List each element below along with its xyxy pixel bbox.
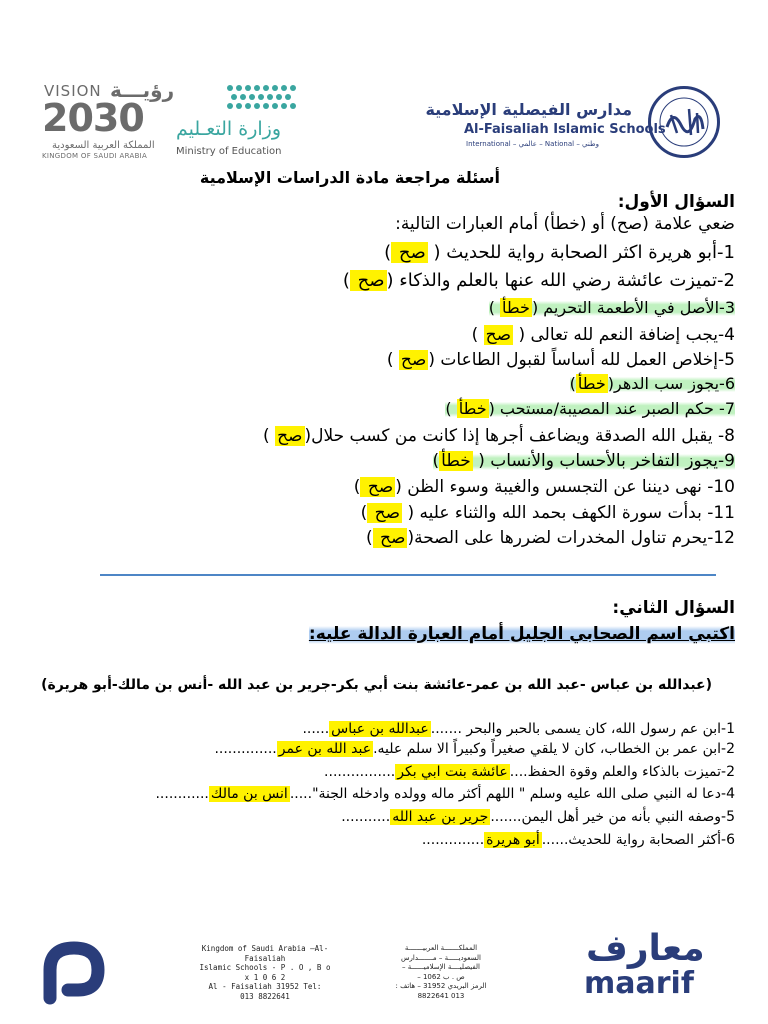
q2-item-text: 2-تميزت بالذكاء والعلم وقوة الحفظ.... [509, 764, 735, 780]
vision-logo-country-ar: المملكة العربية السعودية [52, 140, 155, 151]
footer-en-line: Al - Faisaliah 31952 Tel: [208, 982, 322, 991]
q1-item-close: ) [384, 242, 392, 263]
ministry-name-en: Ministry of Education [176, 146, 282, 157]
maarif-logo-en: maarif [584, 966, 694, 1001]
q1-item-text: 6-يجوز سب الدهر( [607, 374, 735, 393]
q2-heading: السؤال الثاني: [612, 598, 735, 618]
q1-item-answer: صح [351, 270, 385, 291]
q1-item-close: ) [471, 325, 484, 345]
q2-instruction: اكتبي اسم الصحابي الجليل أمام العبارة الدالة عليه: [308, 624, 735, 644]
q2-item-answer: عبدالله بن عباس [331, 721, 429, 737]
q1-heading: السؤال الأول: [617, 192, 735, 212]
q1-item-answer: خطأ [441, 451, 471, 471]
q1-item [384, 242, 735, 263]
q2-item-answer: أبو هريرة [486, 832, 540, 848]
q1-item [472, 325, 735, 345]
q2-item-text: 1-ابن عم رسول الله، كان يسمى بالحبر والبحر ....... [430, 721, 735, 737]
q2-item-dots: ................ [324, 764, 396, 780]
q1-item-text: 1-أبو هريرة اكثر الصحابة رواية للحديث ( [427, 242, 735, 263]
q1-item-text: 3-الأصل في الأطعمة التحريم ( [531, 298, 735, 317]
q1-item-text: 8- يقبل الله الصدقة ويضاعف أجرها إذا كانت من كسب حلال( [304, 426, 735, 446]
q1-item-answer: خطأ [502, 298, 530, 317]
footer-ar-line: السعوديـــــة – مـــــــدارس [401, 953, 481, 962]
footer-ar-line: الرمز البريدي 31952 – هاتف : [395, 982, 487, 990]
footer-ar-line: المملكـــــــة العربيـــــــة [404, 944, 478, 952]
q1-item [445, 399, 735, 418]
ministry-name-ar: وزارة التعـليم [176, 118, 282, 140]
q1-item-text: 10- نهى ديننا عن التجسس والغيبة وسوء الظن ( [395, 477, 735, 497]
vision-2030-logo [40, 78, 175, 168]
maarif-mark-icon [36, 940, 112, 1006]
section-divider [100, 574, 716, 576]
q1-item-close: ) [445, 399, 457, 418]
footer-ar-line: الفيصليــــة الإسلاميــــــة – [401, 963, 481, 971]
vision-logo-year: 2030 [42, 96, 144, 140]
maarif-logo-ar: معارف [586, 928, 705, 969]
q1-instruction: ضعي علامة (صح) أو (خطأ) أمام العبارات التالية: [395, 214, 735, 234]
q1-item-text: 5-إخلاص العمل لله أساساً لقبول الطاعات ( [428, 350, 735, 370]
q1-item-close: ) [353, 477, 361, 497]
q2-item-text: 4-دعا له النبي صلى الله عليه وسلم " اللهم أكثر ماله وولده وادخله الجنة"..... [289, 786, 735, 802]
q2-item-answer: عائشة بنت ابي بكر [397, 764, 508, 780]
school-name-en: Al-Faisaliah Islamic Schools [464, 122, 666, 137]
vision-logo-text-en: VISION [44, 82, 102, 100]
q1-item [387, 350, 735, 370]
maarif-logo [580, 930, 730, 1010]
footer-address-ar [376, 944, 506, 1001]
q1-item-close: ) [569, 374, 576, 393]
q1-item [570, 374, 735, 393]
q1-item-text: 12-يحرم تناول المخدرات لضررها على الصحة( [407, 528, 735, 548]
footer-en-line: x 1 0 6 2 [244, 972, 286, 982]
q2-item-text: 6-أكثر الصحابة رواية للحديث...... [541, 832, 735, 848]
q2-item [422, 832, 735, 848]
school-seal-logo [648, 86, 720, 158]
q1-item-close: ) [386, 350, 399, 370]
q2-item-dots: ............ [155, 786, 209, 802]
q2-item-dots: .............. [214, 741, 277, 757]
q2-item [324, 764, 735, 780]
q1-item-text: 11- بدأت سورة الكهف بحمد الله والثناء عليه ( [402, 503, 735, 523]
q1-item-close: ) [360, 503, 368, 523]
footer-en-line: Kingdom of Saudi Arabia –Al- [201, 944, 329, 953]
seal-calligraphy-icon [651, 89, 717, 155]
q1-item-answer: صح [277, 426, 303, 446]
q1-item-answer: صح [369, 503, 401, 523]
q2-item-text: 2-ابن عمر بن الخطاب، كان لا يلقي صغيراً وكبيراً الا سلم عليه. [373, 741, 735, 757]
q1-item-answer: صح [400, 350, 427, 370]
q2-item-dots: .............. [421, 832, 485, 848]
vision-logo-text-ar: رؤيـــة [110, 78, 175, 102]
q1-item-text: 2-تميزت عائشة رضي الله عنها بالعلم والذكاء ( [386, 270, 735, 291]
q1-item [263, 426, 735, 446]
q2-item [214, 741, 735, 757]
q2-item [155, 786, 735, 802]
q1-item-close: ) [432, 451, 440, 471]
q1-item [433, 451, 735, 471]
moe-dots-icon [224, 82, 300, 112]
q2-item-text: 5-وصفه النبي بأنه من خير أهل اليمن....... [490, 809, 735, 825]
q2-item [302, 721, 735, 737]
q1-item-answer: صح [362, 477, 394, 497]
footer-address-en [170, 944, 360, 1001]
q1-item-text: 4-يجب إضافة النعم لله تعالى ( [513, 325, 735, 345]
q1-item-answer: صح [374, 528, 406, 548]
footer-ar-line: ص . ب 1062 – [417, 972, 465, 981]
footer-en-line: Islamic Schools - P . O , B o [199, 963, 331, 972]
q2-item-answer: انس بن مالك [210, 786, 288, 802]
q1-item-answer: صح [485, 325, 512, 345]
q1-item-answer: خطأ [577, 374, 606, 393]
school-sub-tagline: International – عالمي – National – وطني [466, 140, 599, 148]
footer-ar-line: 013 8822641 [417, 991, 465, 1000]
q1-item-close: ) [263, 426, 276, 446]
q2-item-dots: ........... [341, 809, 391, 825]
q1-item [361, 503, 735, 523]
footer-en-line: 013 8822641 [240, 991, 290, 1001]
q1-item-answer: صح [393, 242, 426, 263]
q1-item-text: 7- حكم الصبر عند المصيبة/مستحب ( [488, 399, 735, 418]
q1-item [366, 528, 735, 548]
school-name-ar: مدارس الفيصلية الإسلامية [425, 100, 632, 119]
school-name-block [425, 98, 666, 158]
q1-item-close: ) [342, 270, 350, 291]
q2-item-answer: عبد الله بن عمر [278, 741, 372, 757]
q2-item [341, 809, 735, 825]
q1-item [489, 298, 735, 317]
ministry-of-education-logo [176, 82, 306, 164]
q1-item [354, 477, 735, 497]
q2-item-dots: ...... [302, 721, 330, 737]
page-title: أسئلة مراجعة مادة الدراسات الإسلامية [199, 168, 500, 187]
vision-logo-country-en: KINGDOM OF SAUDI ARABIA [42, 152, 148, 160]
footer-en-line: Faisaliah [244, 953, 286, 963]
q1-item-close: ) [488, 298, 501, 317]
q1-item-text: 9-يجوز التفاخر بالأحساب والأنساب ( [472, 451, 735, 471]
q2-names-list: (عبدالله بن عباس -عبد الله بن عمر-عائشة بنت أبي بكر-جرير بن عبد الله -أنس بن مالك-أبو هريرة) [41, 677, 712, 693]
q1-item-close: ) [366, 528, 373, 548]
q1-item [343, 270, 735, 291]
q1-item-answer: خطأ [458, 399, 487, 418]
q2-item-answer: جرير بن عبد الله [392, 809, 489, 825]
